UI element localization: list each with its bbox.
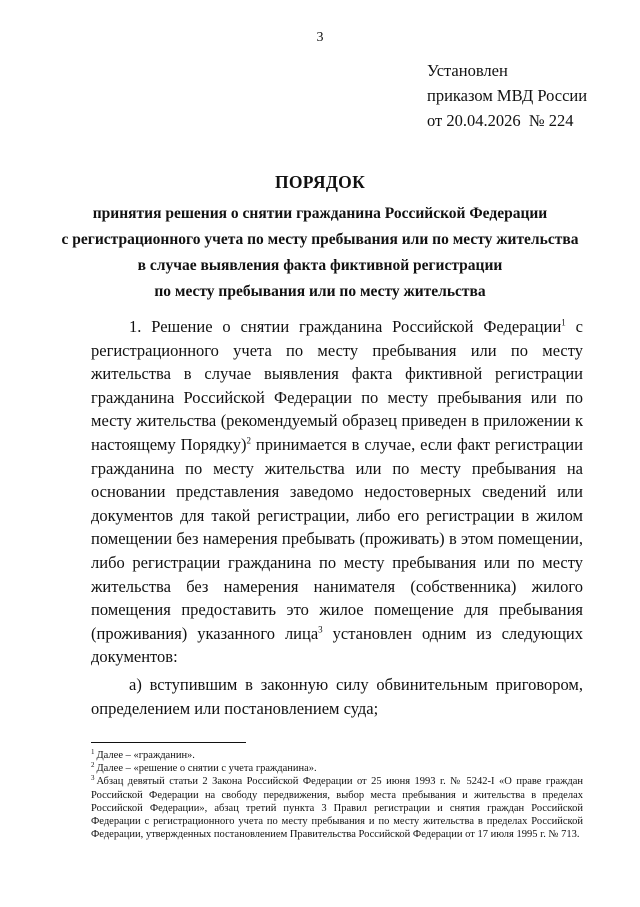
title-subtitle	[0, 201, 640, 305]
approval-stamp	[427, 58, 587, 133]
document-body	[91, 315, 583, 720]
footnote-divider	[91, 742, 246, 743]
footnote-text: Далее – «решение о снятии с учета гражданина».	[96, 763, 317, 775]
footnotes	[91, 749, 583, 841]
paragraph-1-text: с регистрационного учета по месту пребывания или по месту жительства в случае выявления факта фиктивной регистрации гражданина Российской Федерации по месту пребывания или по месту жительства (рекомендуемый образец приведен в приложении к настоящему Порядку)	[91, 317, 583, 454]
footnote-ref-3[interactable]: 3	[318, 624, 323, 635]
paragraph-1	[91, 315, 583, 669]
approval-line-2: приказом МВД России	[427, 86, 588, 105]
footnote-2	[91, 762, 583, 775]
title-sub-line: в случае выявления факта фиктивной регистрации	[137, 257, 503, 274]
paragraph-2: а) вступившим в законную силу обвинительным приговором, определением или постановлением суда;	[91, 674, 583, 718]
footnote-ref-1[interactable]: 1	[561, 317, 566, 328]
page-number: 3	[316, 30, 324, 45]
footnote-text: Далее – «гражданин».	[96, 750, 195, 761]
title-sub-line: по месту пребывания или по месту жительства	[154, 283, 486, 300]
footnote-text: Абзац девятый статьи 2 Закона Российской Федерации от 25 июня 1993 г. № 5242-I «О праве граждан Российской Федерации на свободу передвижения, выбор места пребывания и жительства в пределах Российской Федерации», абзац третий пункта 3 Правил регистрации и снятия граждан Российской Федерации с регистрационного учета по месту пребывания и по месту жительства в пределах Российской Федерации, утвержденных постановлением Правительства Российской Федерации от 17 июля 1995 г. № 713.	[91, 776, 583, 841]
paragraph-1-text: установлен одним из следующих документов:	[91, 623, 583, 667]
footnote-mark: 2	[91, 760, 95, 769]
title-sub-line: с регистрационного учета по месту пребывания или по месту жительства	[61, 231, 579, 248]
approval-line-1: Установлен	[427, 61, 508, 80]
footnote-1	[91, 749, 583, 762]
approval-line-3: от 20.04.2026 № 224	[427, 111, 574, 130]
document-title	[0, 172, 640, 305]
paragraph-1-text: принимается в случае, если факт регистрации гражданина по месту жительства или по месту пребывания на основании представления заведомо недостоверных сведений или документов для такой регистрации, либо его регистрации в жилом помещении без намерения пребывать (проживать) в этом помещении, либо регистрации гражданина по месту пребывания или по месту жительства без намерения нанимателя (собственника) жилого помещения предоставить это жилое помещение для пребывания (проживания) указанного лица	[91, 434, 583, 643]
footnote-mark: 3	[91, 773, 95, 782]
footnote-mark: 1	[91, 747, 95, 756]
title-sub-line: принятия решения о снятии гражданина Российской Федерации	[92, 205, 548, 222]
footnote-3	[91, 775, 583, 841]
paragraph-1-text: 1. Решение о снятии гражданина Российской Федерации	[129, 317, 562, 336]
title-main: ПОРЯДОК	[274, 172, 366, 192]
footnote-ref-2[interactable]: 2	[246, 435, 252, 446]
